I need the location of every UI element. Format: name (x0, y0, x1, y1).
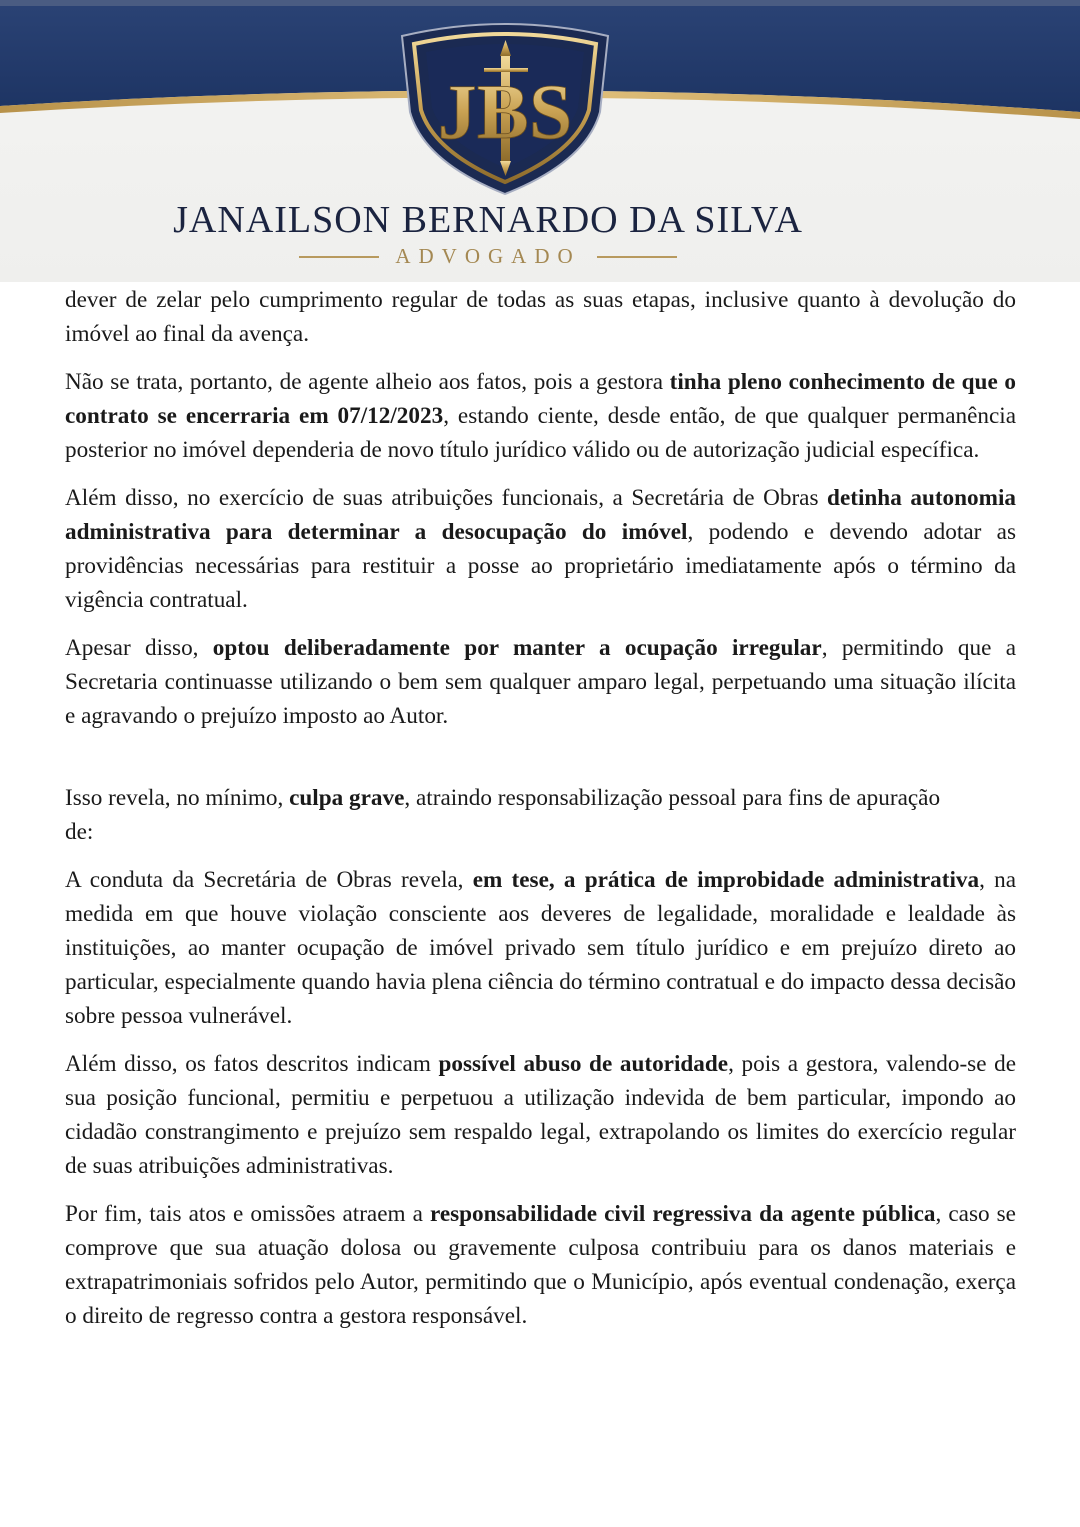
bold-text-run: culpa grave (289, 785, 405, 811)
logo-monogram: JBS (437, 68, 573, 155)
firm-name: JANAILSON BERNARDO DA SILVA (173, 199, 803, 241)
document-body (65, 283, 1016, 1347)
text-run: , na medida em que houve violação consciente aos deveres de legalidade, moralidade e lealdade às instituições, ao manter ocupação de imóvel privado sem título jurídico e em prejuízo direto ao particular, especialmente quando havia plena ciência do término contratual e do impacto dessa decisão sobre pessoa vulnerável. (65, 867, 1017, 1029)
text-run: , estando ciente, desde então, de que qualquer permanência posterior no imóvel dependeria de novo título jurídico válido ou de autorização judicial específica. (65, 403, 1016, 463)
bold-text-run: responsabilidade civil regressiva da agente pública (429, 1201, 936, 1227)
text-run: , podendo e devendo adotar as providências necessárias para restituir a posse ao proprietário imediatamente após o término da vigência contratual. (65, 519, 1017, 613)
text-run: dever de zelar pelo cumprimento regular de todas as suas etapas, inclusive quanto à devolução do imóvel ao final da avença. (65, 287, 1016, 347)
text-run: , permitindo que a Secretaria continuasse utilizando o bem sem qualquer amparo legal, perpetuando uma situação ilícita e agravando o prejuízo imposto ao Autor. (65, 635, 1016, 729)
paragraph (65, 365, 1016, 467)
text-run: Além disso, no exercício de suas atribuições funcionais, a Secretária de Obras (65, 485, 828, 511)
text-run: Além disso, os fatos descritos indicam (65, 1051, 439, 1077)
paragraph (65, 863, 1016, 1033)
paragraph (65, 481, 1016, 617)
bold-text-run: possível abuso de autoridade (438, 1051, 729, 1077)
bold-text-run: optou deliberadamente por manter a ocupação irregular (212, 635, 822, 661)
firm-role-row (0, 244, 1028, 269)
text-run: A conduta da Secretária de Obras revela, (65, 867, 473, 893)
paragraph (65, 781, 945, 849)
text-run: Apesar disso, (65, 635, 213, 661)
paragraph (65, 631, 1016, 733)
text-run: Por fim, tais atos e omissões atraem a (65, 1201, 430, 1227)
text-run: Isso revela, no mínimo, (65, 785, 290, 811)
text-run: , caso se comprove que sua atuação dolosa ou gravemente culposa contribuiu para os danos materiais e extrapatrimoniais sofridos pelo Autor, permitindo que o Município, após eventual condenação, exerça o direito de regresso contra a gestora responsável. (65, 1201, 1016, 1329)
jbs-shield-logo (396, 16, 614, 196)
left-gold-rule (299, 256, 379, 258)
bold-text-run: em tese, a prática de improbidade administrativa (472, 867, 980, 893)
text-run: , pois a gestora, valendo-se de sua posição funcional, permitiu e perpetuou a utilização indevida de bem particular, impondo ao cidadão constrangimento e prejuízo sem respaldo legal, extrapolando os limites do exercício regular de suas atribuições administrativas. (65, 1051, 1017, 1179)
letterhead (0, 0, 1080, 282)
paragraph (65, 1197, 1016, 1333)
paragraph (65, 283, 1016, 351)
text-run: , atraindo responsabilização pessoal para fins de apuração de: (65, 785, 941, 845)
bold-text-run: tinha pleno conhecimento de que o contrato se encerraria em 07/12/2023 (65, 369, 1016, 429)
bold-text-run: detinha autonomia administrativa para determinar a desocupação do imóvel (65, 485, 1016, 545)
firm-role: ADVOGADO (395, 244, 581, 268)
right-gold-rule (597, 256, 677, 258)
paragraph (65, 1047, 1016, 1183)
text-run: Não se trata, portanto, de agente alheio aos fatos, pois a gestora (65, 369, 670, 395)
